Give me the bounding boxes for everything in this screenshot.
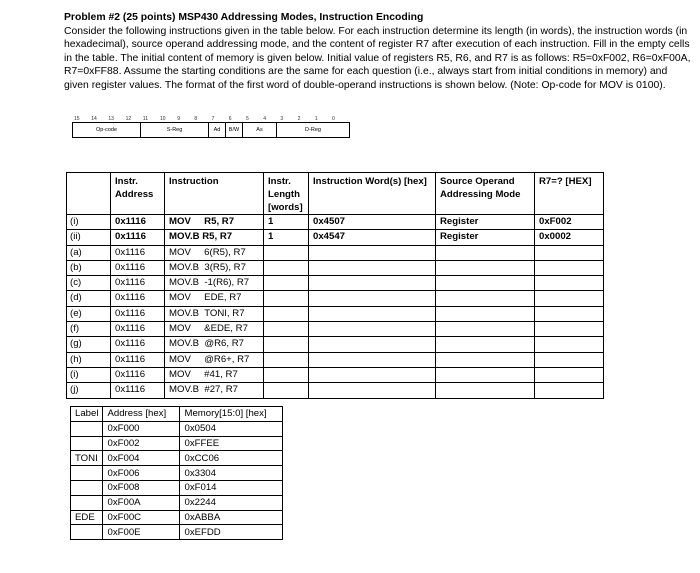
instr-address-cell: 0x1116	[111, 260, 165, 275]
instr-address-cell: 0x1116	[111, 245, 165, 260]
mem-address-cell: 0xF008	[103, 480, 180, 495]
instr-address-cell: 0x1116	[111, 367, 165, 382]
mem-label-cell: TONI	[71, 451, 103, 466]
row-label: (j)	[67, 383, 111, 398]
source-mode-cell	[436, 337, 535, 352]
instr-address-header: Instr. Address	[111, 173, 165, 215]
bit-number: 2	[297, 116, 301, 122]
problem-statement	[64, 11, 694, 93]
instr-address-cell: 0x1116	[111, 322, 165, 337]
row-label: (g)	[67, 337, 111, 352]
row-label: (i)	[67, 215, 111, 230]
mem-label-cell	[71, 436, 103, 451]
row-label: (i)	[67, 367, 111, 382]
instruction-words-cell	[309, 306, 436, 321]
table-row	[67, 230, 604, 245]
bit-number: 6	[228, 116, 232, 122]
table-row	[67, 367, 604, 382]
row-label: (ii)	[67, 230, 111, 245]
mem-address-cell: 0xF002	[103, 436, 180, 451]
instruction-words-cell: 0x4547	[309, 230, 436, 245]
instruction-cell: MOV EDE, R7	[165, 291, 264, 306]
instr-length-cell	[264, 337, 309, 352]
instruction-table-header	[67, 173, 604, 215]
instruction-words-cell	[309, 337, 436, 352]
instruction-cell: MOV R5, R7	[165, 215, 264, 230]
row-label: (c)	[67, 276, 111, 291]
table-row	[71, 480, 283, 495]
table-row	[67, 215, 604, 230]
instruction-words-cell	[309, 367, 436, 382]
mem-address-cell: 0xF004	[103, 451, 180, 466]
source-mode-cell	[436, 352, 535, 367]
bit-number: 4	[263, 116, 266, 122]
instruction-words-cell	[309, 276, 436, 291]
table-row	[67, 337, 604, 352]
instr-length-cell: 1	[264, 230, 309, 245]
table-row	[71, 510, 283, 525]
problem-title: Problem #2 (25 points) MSP430 Addressing Modes, Instruction Encoding	[64, 12, 424, 23]
instr-length-cell	[264, 260, 309, 275]
r7-cell: 0x0002	[535, 230, 604, 245]
mem-address-cell: 0xF006	[103, 466, 180, 481]
mem-address-cell: 0xF000	[103, 421, 180, 436]
instr-address-cell: 0x1116	[111, 306, 165, 321]
r7-cell	[535, 383, 604, 398]
bit-number: 12	[125, 116, 132, 122]
bit-number: 7	[211, 116, 215, 122]
table-row	[71, 451, 283, 466]
instruction-words-cell	[309, 291, 436, 306]
table-row	[67, 383, 604, 398]
bw-field: B/W	[226, 123, 243, 137]
instr-length-cell	[264, 245, 309, 260]
instruction-cell: MOV 6(R5), R7	[165, 245, 264, 260]
instr-length-cell: 1	[264, 215, 309, 230]
instruction-words-cell	[309, 245, 436, 260]
mem-value-cell: 0xF014	[180, 480, 283, 495]
bit-number: 10	[160, 116, 166, 122]
instr-length-cell	[264, 276, 309, 291]
mem-address-cell: 0xF00C	[103, 510, 180, 525]
instruction-cell: MOV.B R5, R7	[165, 230, 264, 245]
instr-address-cell: 0x1116	[111, 230, 165, 245]
bit-number: 0	[332, 116, 335, 122]
instruction-cell: MOV.B TONI, R7	[165, 306, 264, 321]
instruction-header: Instruction	[165, 173, 264, 215]
problem-body: Consider the following instructions given in the table below. For each instruction determine its length (in words), the instruction words (in hexadecimal), source operand addressing mode, and the content of register R7 after execution of each instruction. Fill in the empty cells in the table. The initial content of memory is given below. Initial value of registers R5, R6, and R7 is as follows: R5=0xF002, R6=0xF00A, R7=0xFF88. Assume the starting conditions are the same for each question (i.e., always start from initial conditions in memory) and given register values. The format of the first word of double-operand instructions is shown below. (Note: Op-code for MOV is 0100).	[64, 25, 691, 91]
mem-value-cell: 0x3304	[180, 466, 283, 481]
table-row	[67, 291, 604, 306]
mem-label-cell	[71, 480, 103, 495]
mem-address-cell: 0xF00A	[103, 495, 180, 510]
r7-cell	[535, 291, 604, 306]
table-row	[67, 306, 604, 321]
mem-value-cell: 0x0504	[180, 421, 283, 436]
r7-cell	[535, 322, 604, 337]
bit-number: 11	[142, 116, 148, 122]
r7-cell	[535, 245, 604, 260]
source-mode-cell	[436, 322, 535, 337]
instr-address-cell: 0x1116	[111, 276, 165, 291]
table-row	[71, 436, 283, 451]
table-row	[71, 525, 283, 540]
r7-cell	[535, 276, 604, 291]
instr-address-cell: 0x1116	[111, 215, 165, 230]
sreg-field: S-Reg	[141, 123, 209, 137]
dreg-field: D-Reg	[305, 127, 321, 133]
bit-number: 5	[246, 116, 249, 122]
instruction-table	[66, 172, 604, 399]
mem-label-cell	[71, 525, 103, 540]
bit-number: 14	[91, 116, 97, 122]
mem-address-cell: 0xF00E	[103, 525, 180, 540]
table-row	[67, 276, 604, 291]
mem-value-cell: 0xEFDD	[180, 525, 283, 540]
mem-value-cell: 0xABBA	[180, 510, 283, 525]
instruction-words-cell	[309, 352, 436, 367]
instruction-cell: MOV @R6+, R7	[165, 352, 264, 367]
table-row	[71, 421, 283, 436]
instr-length-header: Instr. Length [words]	[264, 173, 309, 215]
instruction-cell: MOV &EDE, R7	[165, 322, 264, 337]
instr-address-cell: 0x1116	[111, 337, 165, 352]
instr-address-cell: 0x1116	[111, 352, 165, 367]
table-row	[71, 466, 283, 481]
mem-value-cell: 0xFFEE	[180, 436, 283, 451]
mem-value-cell: 0xCC06	[180, 451, 283, 466]
instruction-cell: MOV.B @R6, R7	[165, 337, 264, 352]
instruction-cell: MOV.B #27, R7	[165, 383, 264, 398]
source-mode-cell	[436, 245, 535, 260]
source-mode-cell	[436, 276, 535, 291]
instruction-words-cell: 0x4507	[309, 215, 436, 230]
opcode-field: Op-code	[73, 123, 141, 137]
instruction-words-cell	[309, 322, 436, 337]
r7-cell	[535, 306, 604, 321]
table-row	[67, 260, 604, 275]
row-label: (a)	[67, 245, 111, 260]
bit-number: 3	[280, 116, 284, 122]
memory-table	[70, 406, 283, 540]
bit-number: 8	[194, 116, 198, 122]
instruction-format-diagram	[72, 122, 350, 138]
bit-number: 9	[177, 116, 180, 122]
row-label: (e)	[67, 306, 111, 321]
mem-label-header: Label	[71, 407, 103, 422]
bit-number: 15	[74, 116, 80, 122]
r7-cell	[535, 367, 604, 382]
table-row	[67, 322, 604, 337]
r7-header: R7=? [HEX]	[535, 173, 604, 215]
table-row	[67, 245, 604, 260]
ad-field: Ad	[209, 123, 226, 137]
mem-label-cell: EDE	[71, 510, 103, 525]
row-label: (d)	[67, 291, 111, 306]
r7-cell	[535, 337, 604, 352]
bit-number: 1	[314, 116, 318, 122]
source-mode-cell	[436, 291, 535, 306]
mem-value-header: Memory[15:0] [hex]	[180, 407, 283, 422]
mem-address-header: Address [hex]	[103, 407, 180, 422]
row-label: (h)	[67, 352, 111, 367]
instr-length-cell	[264, 291, 309, 306]
row-label: (f)	[67, 322, 111, 337]
source-mode-cell	[436, 260, 535, 275]
table-row	[67, 352, 604, 367]
instruction-cell: MOV.B 3(R5), R7	[165, 260, 264, 275]
mem-value-cell: 0x2244	[180, 495, 283, 510]
instr-length-cell	[264, 352, 309, 367]
instruction-words-cell	[309, 383, 436, 398]
as-field: As	[243, 123, 277, 137]
source-mode-cell	[436, 367, 535, 382]
memory-table-header	[71, 407, 283, 422]
instr-length-cell	[264, 306, 309, 321]
table-row	[71, 495, 283, 510]
mem-label-cell	[71, 421, 103, 436]
source-mode-cell: Register	[436, 215, 535, 230]
r7-cell	[535, 260, 604, 275]
mem-label-cell	[71, 495, 103, 510]
instr-length-cell	[264, 383, 309, 398]
instr-length-cell	[264, 367, 309, 382]
mem-label-cell	[71, 466, 103, 481]
instr-address-cell: 0x1116	[111, 291, 165, 306]
label-header	[67, 173, 111, 215]
instr-address-cell: 0x1116	[111, 383, 165, 398]
r7-cell	[535, 352, 604, 367]
instruction-words-cell	[309, 260, 436, 275]
instruction-cell: MOV #41, R7	[165, 367, 264, 382]
bit-number: 13	[108, 116, 114, 122]
instruction-cell: MOV.B -1(R6), R7	[165, 276, 264, 291]
row-label: (b)	[67, 260, 111, 275]
source-mode-cell: Register	[436, 230, 535, 245]
source-mode-cell	[436, 306, 535, 321]
source-mode-header: Source Operand Addressing Mode	[436, 173, 535, 215]
instr-length-cell	[264, 322, 309, 337]
instruction-words-header: Instruction Word(s) [hex]	[309, 173, 436, 215]
r7-cell: 0xF002	[535, 215, 604, 230]
source-mode-cell	[436, 383, 535, 398]
